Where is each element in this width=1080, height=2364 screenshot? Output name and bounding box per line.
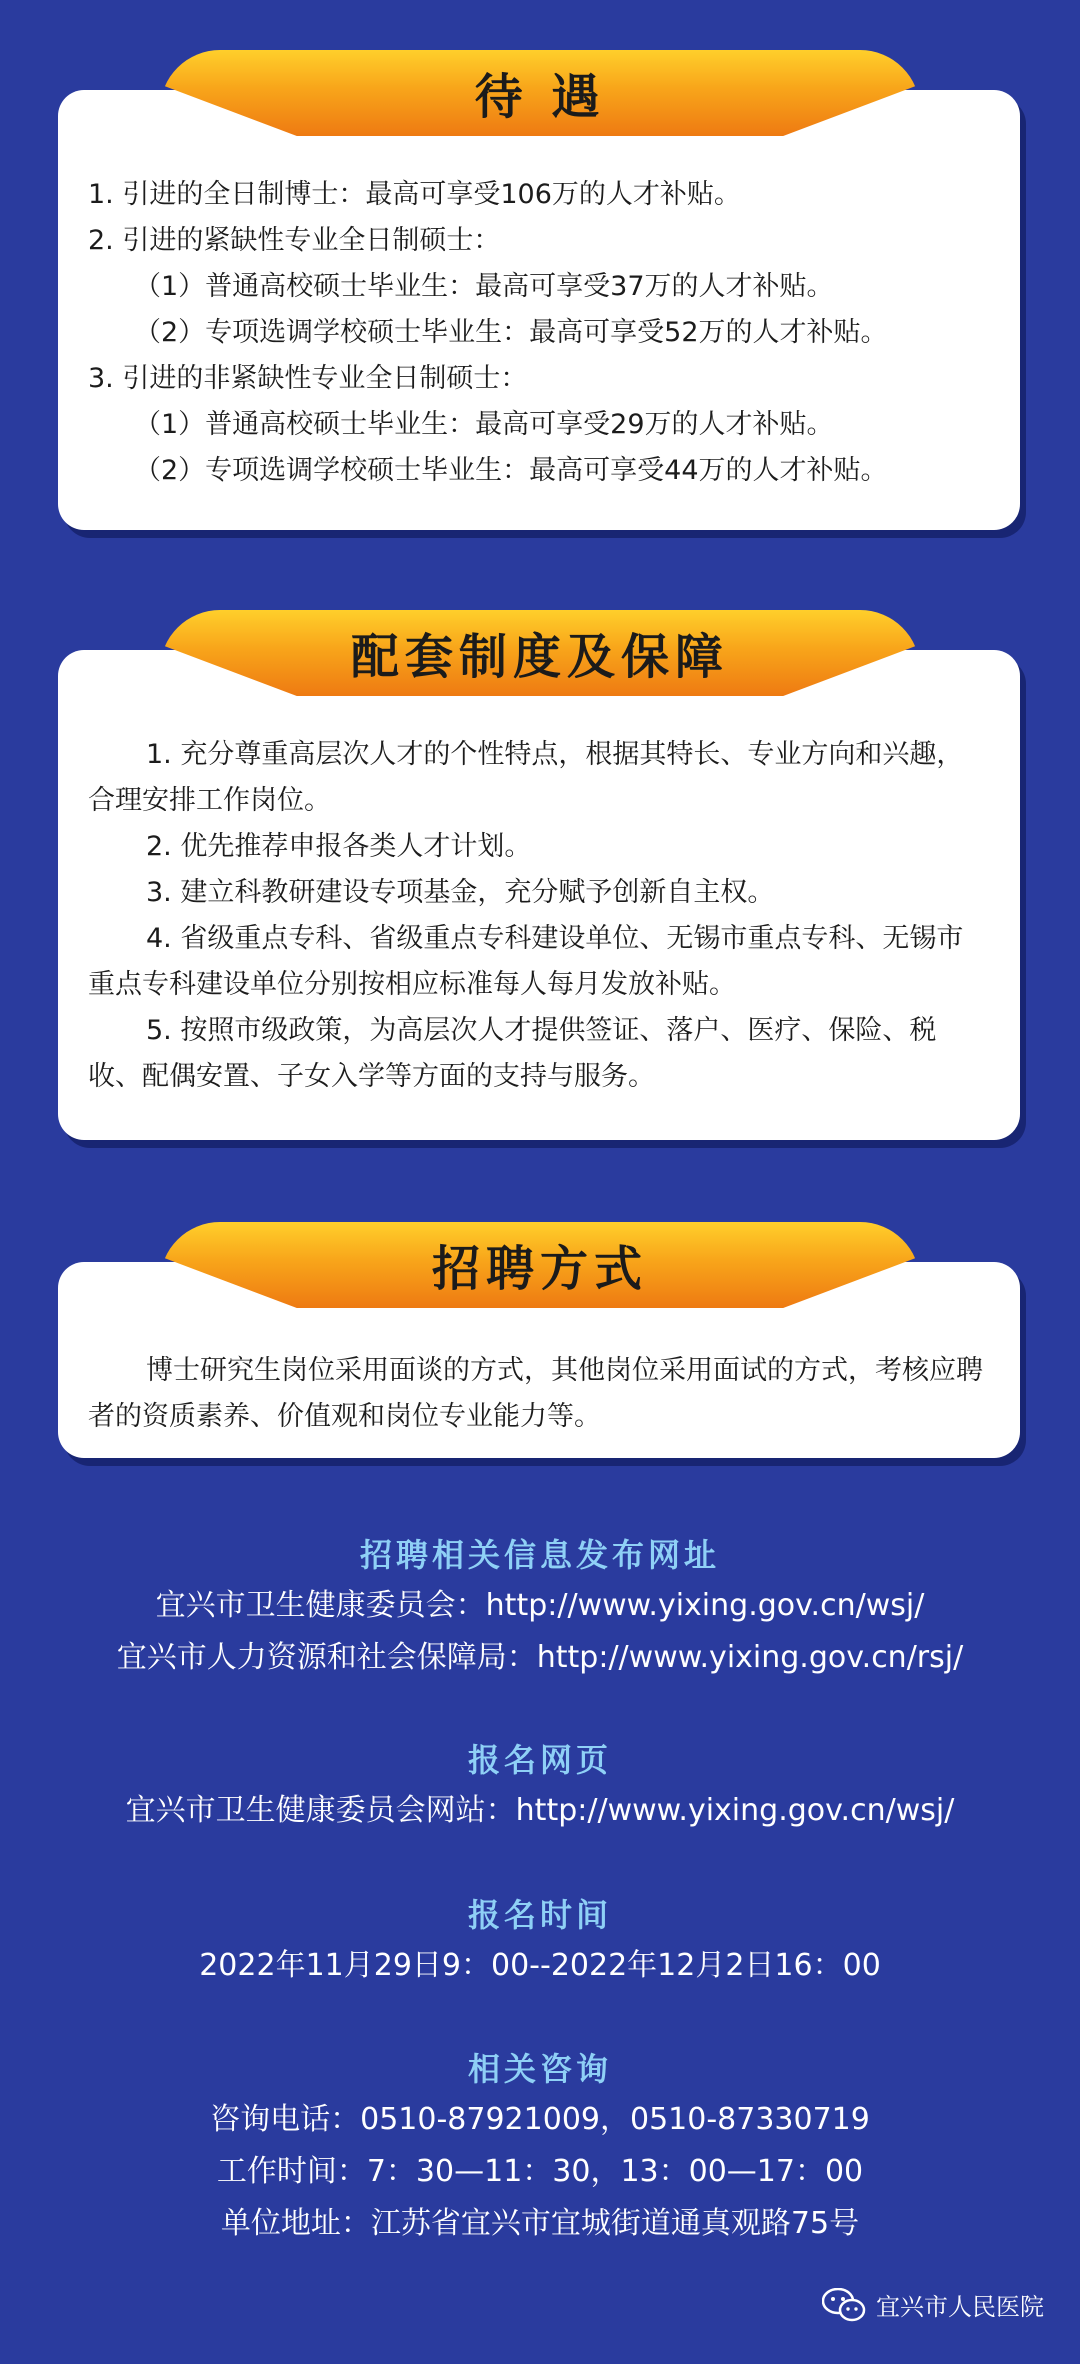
support-item: 1. 充分尊重高层次人才的个性特点，根据其特长、专业方向和兴趣，合理安排工作岗位。	[88, 739, 964, 816]
support-card	[58, 650, 1020, 1140]
publish-heading: 招聘相关信息发布网址	[359, 1536, 720, 1574]
consult-address: 单位地址：江苏省宜兴市宜城街道通真观路75号	[220, 2206, 860, 2241]
consult-info	[0, 2044, 1080, 2250]
support-section	[0, 610, 1080, 1150]
support-item: 2. 优先推荐申报各类人才计划。	[146, 831, 532, 862]
benefit-item: （2）专项选调学校硕士毕业生：最高可享受52万的人才补贴。	[134, 317, 888, 348]
account-name: 宜兴市人民医院	[876, 2293, 1044, 2321]
signup-page-heading: 报名网页	[467, 1741, 612, 1779]
benefit-item: （1）普通高校硕士毕业生：最高可享受29万的人才补贴。	[134, 409, 834, 440]
benefit-item: 1. 引进的全日制博士：最高可享受106万的人才补贴。	[88, 179, 741, 210]
account-watermark	[822, 2287, 1044, 2322]
benefit-item: （2）专项选调学校硕士毕业生：最高可享受44万的人才补贴。	[134, 455, 888, 486]
benefit-item: 3. 引进的非紧缺性专业全日制硕士：	[88, 363, 528, 394]
consult-phone: 咨询电话：0510-87921009，0510-87330719	[210, 2102, 870, 2137]
benefits-banner	[160, 50, 920, 136]
wechat-icon	[822, 2288, 866, 2322]
consult-hours: 工作时间：7：30—11：30，13：00—17：00	[216, 2154, 864, 2189]
support-banner	[160, 610, 920, 696]
support-title: 配套制度及保障	[350, 628, 729, 685]
signup-page-url[interactable]: 宜兴市卫生健康委员会网站：http://www.yixing.gov.cn/wsj/	[125, 1793, 955, 1828]
recruitment-section	[0, 1222, 1080, 1467]
publish-info	[0, 1530, 1080, 1684]
recruitment-text: 博士研究生岗位采用面谈的方式，其他岗位采用面试的方式，考核应聘者的资质素养、价值观和岗位专业能力等。	[88, 1355, 983, 1432]
signup-time-info	[0, 1890, 1080, 1992]
support-item: 3. 建立科教研建设专项基金，充分赋予创新自主权。	[146, 877, 775, 908]
signup-time-heading: 报名时间	[467, 1896, 612, 1934]
signup-time-value: 2022年11月29日9：00--2022年12月2日16：00	[199, 1948, 881, 1983]
signup-page-info	[0, 1735, 1080, 1837]
support-item: 5. 按照市级政策，为高层次人才提供签证、落户、医疗、保险、税收、配偶安置、子女入学等方面的支持与服务。	[88, 1015, 937, 1092]
support-item: 4. 省级重点专科、省级重点专科建设单位、无锡市重点专科、无锡市重点专科建设单位分别按相应标准每人每月发放补贴。	[88, 923, 964, 1000]
benefits-title: 待 遇	[474, 68, 606, 125]
benefits-card	[58, 90, 1020, 530]
benefits-section	[0, 50, 1080, 540]
recruitment-banner	[160, 1222, 920, 1308]
benefit-item: （1）普通高校硕士毕业生：最高可享受37万的人才补贴。	[134, 271, 834, 302]
publish-url-wsj[interactable]: 宜兴市卫生健康委员会：http://www.yixing.gov.cn/wsj/	[155, 1588, 925, 1623]
consult-heading: 相关咨询	[467, 2050, 612, 2088]
benefit-item: 2. 引进的紧缺性专业全日制硕士：	[88, 225, 501, 256]
recruitment-title: 招聘方式	[431, 1240, 648, 1297]
publish-url-rsj[interactable]: 宜兴市人力资源和社会保障局：http://www.yixing.gov.cn/rsj/	[116, 1640, 964, 1675]
